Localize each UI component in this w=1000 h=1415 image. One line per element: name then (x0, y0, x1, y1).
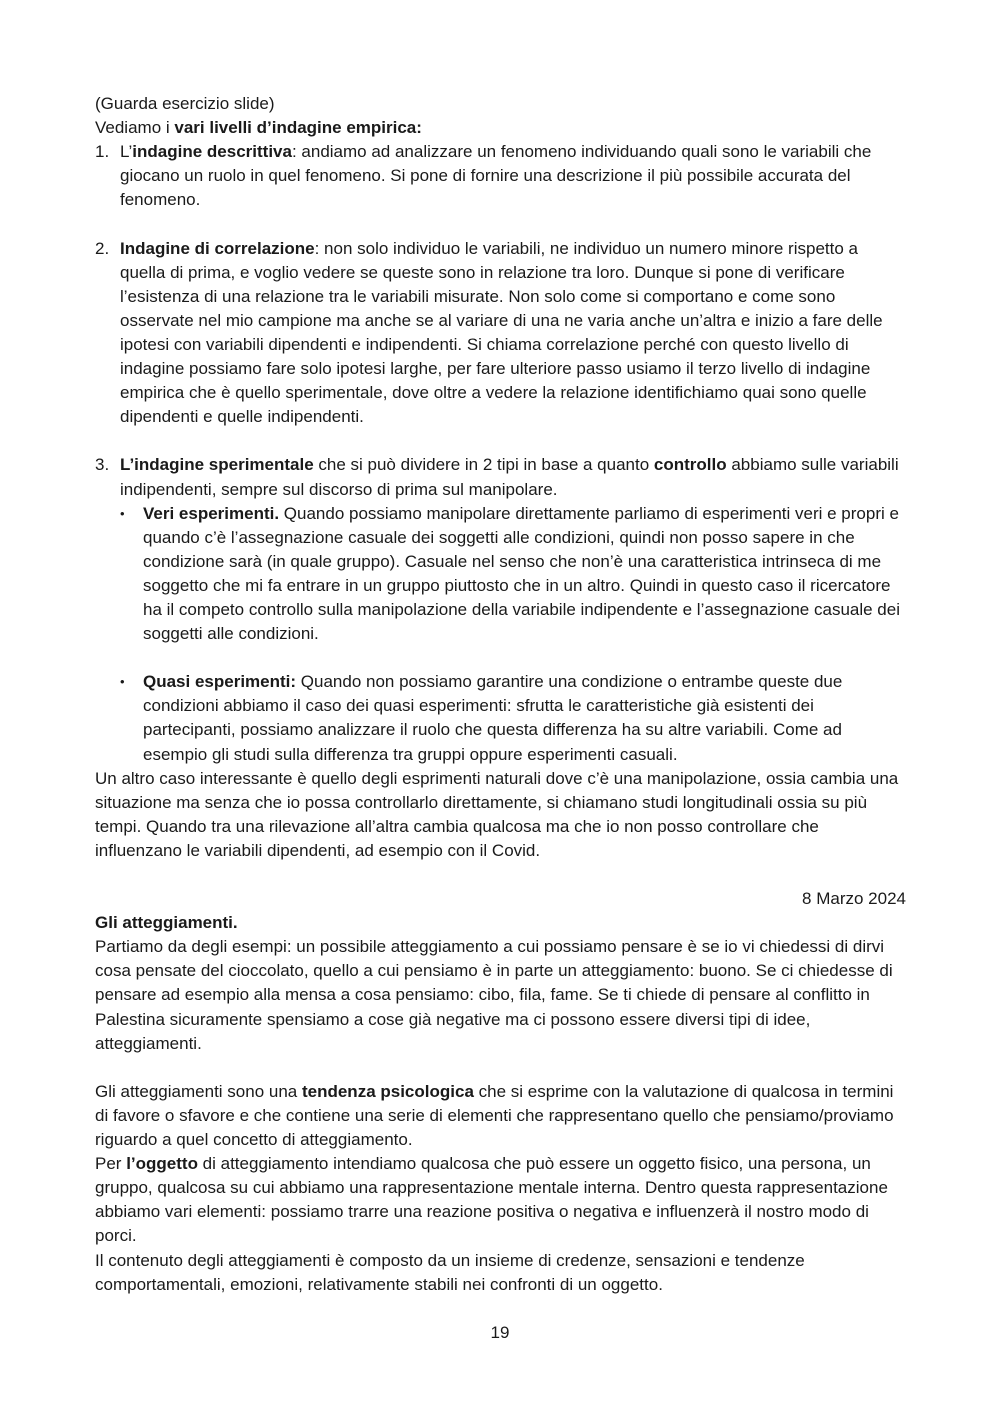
section-title (95, 911, 906, 935)
level-text: che si può dividere in 2 tipi in base a quanto (313, 455, 654, 475)
list-item (120, 502, 906, 647)
page-number: 19 (490, 1323, 510, 1342)
paragraph (95, 1080, 906, 1152)
list-number: 2. (95, 238, 110, 258)
bullet-text: Quando non possiamo garantire una condizione o entrambe queste due condizioni abbiamo il caso dei quasi esperimenti: sfrutta le caratteristiche già esistenti dei partecipanti, possiamo analizzare il ruolo che questa differenza ha su altre variabili. Come ad esempio gli studi sulla differenza tra gruppi oppure esperimenti casuali. (143, 672, 843, 764)
spacer (95, 212, 906, 236)
spacer (95, 863, 906, 887)
intro-line: (Guarda esercizio slide) (95, 94, 275, 113)
intro-heading (95, 116, 906, 140)
intro-bold: vari livelli d’indagine empirica: (174, 118, 422, 138)
level-text: abbiamo sulle variabili indipendenti, sempre sul discorso di prima sul manipolare. (120, 455, 899, 499)
list-item (120, 670, 906, 766)
lecture-date: 8 Marzo 2024 (802, 889, 906, 909)
spacer (120, 646, 906, 670)
bullet-term: Veri esperimenti. (143, 503, 280, 523)
paragraph: Il contenuto degli atteggiamenti è composto da un insieme di credenze, sensazioni e tendenze comportamentali, emozioni, relativamente stabili nei confronti di un oggetto. (95, 1250, 805, 1294)
bullet-term: Quasi esperimenti: (143, 672, 297, 692)
level-term: Indagine di correlazione (120, 238, 315, 258)
level-term-secondary: controllo (653, 455, 727, 475)
level-text: : non solo individuo le variabili, ne individuo un numero minore rispetto a quella di prima, e voglio vedere se queste sono in relazione tra loro. Dunque si pone di verificare l’esistenza di una relazione tra le variabili misurate. Non solo come si comportano e come sono osservate nel mio campione ma anche se al variare di una ne varia anche un’altra e inizio a fare delle ipotesi con variabili dipendenti e indipendenti. Si chiama correlazione perché con questo livello di indagine possiamo fare solo ipotesi larghe, per fare ulteriore passo usiamo il terzo livello di indagine empirica che è quello sperimentale, dove oltre a vedere la relazione identifichiamo quai sono quelle dipendenti e quelle indipendenti. (120, 238, 883, 427)
list-number: 3. (95, 455, 110, 475)
natural-experiments-paragraph: Un altro caso interessante è quello degli esprimenti naturali dove c’è una manipolazione, ossia cambia una situazione ma senza che io possa controllarlo direttamente, si chiamano studi longitudinali ossia su più tempi. Quando tra una rilevazione all’altra cambia qualcosa ma che io non posso controllare che influenzano le variabili dipendenti, ad esempio con il Covid. (95, 768, 899, 860)
spacer (95, 1056, 906, 1080)
list-number: 1. (95, 142, 110, 162)
level-term: indagine descrittiva (132, 142, 292, 162)
list-item (95, 453, 906, 766)
experiment-types-list (120, 502, 906, 767)
paragraph: Partiamo da degli esempi: un possibile atteggiamento a cui possiamo pensare è se io vi chiedessi di dirvi cosa pensate del cioccolato, quello a cui pensiamo è in parte un atteggiamento: buono. Se ci chiedesse di pensare ad esempio alla mensa a cosa pensiamo: cibo, fila, fame. Se ti chiede di pensare al conflitto in Palestina sicuramente spensiamo a cose già negative ma ci possono essere diversi tipi di idee, atteggiamenti. (95, 937, 893, 1053)
paragraph-term: l’oggetto (126, 1154, 198, 1174)
paragraph-term: tendenza psicologica (301, 1081, 474, 1101)
paragraph-text: di atteggiamento intendiamo qualcosa che può essere un oggetto fisico, una persona, un gruppo, qualcosa su cui abbiamo una rappresentazione mentale interna. Dentro questa rappresentazione abbiamo vari elementi: possiamo trarre una reazione positiva o negativa e influenzerà il nostro modo di porci. (95, 1154, 888, 1246)
list-item (95, 140, 906, 212)
paragraph-text: che si esprime con la valutazione di qualcosa in termini di favore o sfavore e che contiene una serie di elementi che rappresentano quello che pensiamo/proviamo riguardo a quel concetto di atteggiamento. (95, 1081, 894, 1150)
paragraph-text: Gli atteggiamenti sono una (95, 1081, 302, 1101)
levels-list (95, 140, 906, 766)
level-term: L’indagine sperimentale (120, 455, 314, 475)
bullet-icon: • (120, 674, 125, 690)
list-item (95, 237, 906, 430)
bullet-icon: • (120, 505, 125, 521)
spacer (95, 429, 906, 453)
paragraph-text: Per (95, 1154, 127, 1174)
paragraph (95, 1152, 906, 1248)
intro-text: Vediamo i (95, 118, 175, 138)
level-pre: L’ (120, 142, 133, 162)
level-text: : andiamo ad analizzare un fenomeno individuando quali sono le variabili che giocano un ruolo in quel fenomeno. Si pone di fornire una descrizione il più possibile accurata del fenomeno. (120, 142, 872, 210)
bullet-text: Quando possiamo manipolare direttamente parliamo di esperimenti veri e propri e quando c’è l’assegnazione casuale dei soggetti alle condizioni, quindi non posso sapere in che condizione sarà (in quale gruppo). Casuale nel senso che non’è una caratteristica intrinseca di me soggetto che mi fa entrare in un gruppo piuttosto che in un altro. Quindi in questo caso il ricercatore ha il competo controllo sulla manipolazione della variabile indipendente e l’assegnazione casuale dei soggetti alle condizioni. (143, 503, 900, 644)
section-title-text: Gli atteggiamenti. (95, 913, 238, 933)
